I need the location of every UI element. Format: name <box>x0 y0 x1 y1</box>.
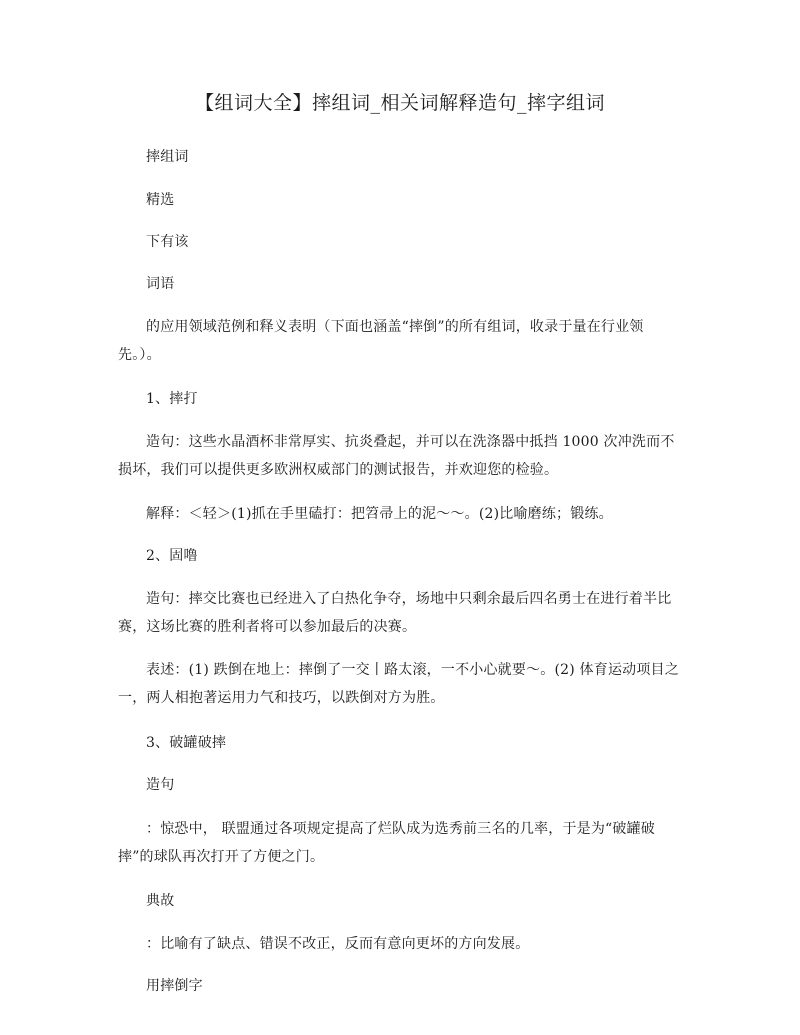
paragraph-heading-zuci: 摔组词 <box>146 149 189 165</box>
section-heading-2: 2、固噜 <box>146 548 198 564</box>
paragraph-explanation-2: 表述：(1) 跌倒在地上：摔倒了一交丨路太滚，一不小心就要～。(2) 体育运动项目之一，两人相抱著运用力气和技巧，以跌倒对方为胜。 <box>118 662 679 706</box>
paragraph-allusion: ：比喻有了缺点、错误不改正，反而有意向更坏的方向发展。 <box>146 936 530 952</box>
paragraph-example-2: 造句：摔交比赛也已经进入了白热化争夺，场地中只剩余最后四名勇士在进行着半比赛，这场比赛的胜利者将可以参加最后的决赛。 <box>118 591 672 635</box>
paragraph-ciyu: 词语 <box>146 276 175 292</box>
section-heading-3: 3、破罐破摔 <box>146 735 227 751</box>
paragraph-example-1: 造句：这些水晶酒杯非常厚实、抗炎叠起，并可以在洗涤器中抵挡 1000 次冲洗而不损坏，我们可以提供更多欧洲权威部门的测试报告，并欢迎您的检验。 <box>118 434 675 478</box>
paragraph-example-label-3: 造句 <box>146 777 175 793</box>
paragraph-explanation-1: 解释：＜轻＞(1)抓在手里磕打：把笤帚上的泥～～。(2)比喻磨练；锻练。 <box>146 506 613 522</box>
document-title: 【组词大全】摔组词_相关词解释造句_摔字组词 <box>194 92 605 114</box>
paragraph-yong-shuaidao: 用摔倒字 <box>146 978 203 994</box>
paragraph-xiayougai: 下有该 <box>146 234 189 250</box>
paragraph-allusion-label: 典故 <box>146 893 175 909</box>
paragraph-intro: 的应用领域范例和释义表明（下面也涵盖“摔倒”的所有组词，收录于量在行业领先。）。 <box>118 319 644 363</box>
section-heading-1: 1、摔打 <box>146 391 198 407</box>
paragraph-example-3: ：惊恐中， 联盟通过各项规定提高了烂队成为选秀前三名的几率，于是为“破罐破摔”的球队再次打开了方便之门。 <box>118 821 656 865</box>
paragraph-jingxuan: 精选 <box>146 192 175 208</box>
